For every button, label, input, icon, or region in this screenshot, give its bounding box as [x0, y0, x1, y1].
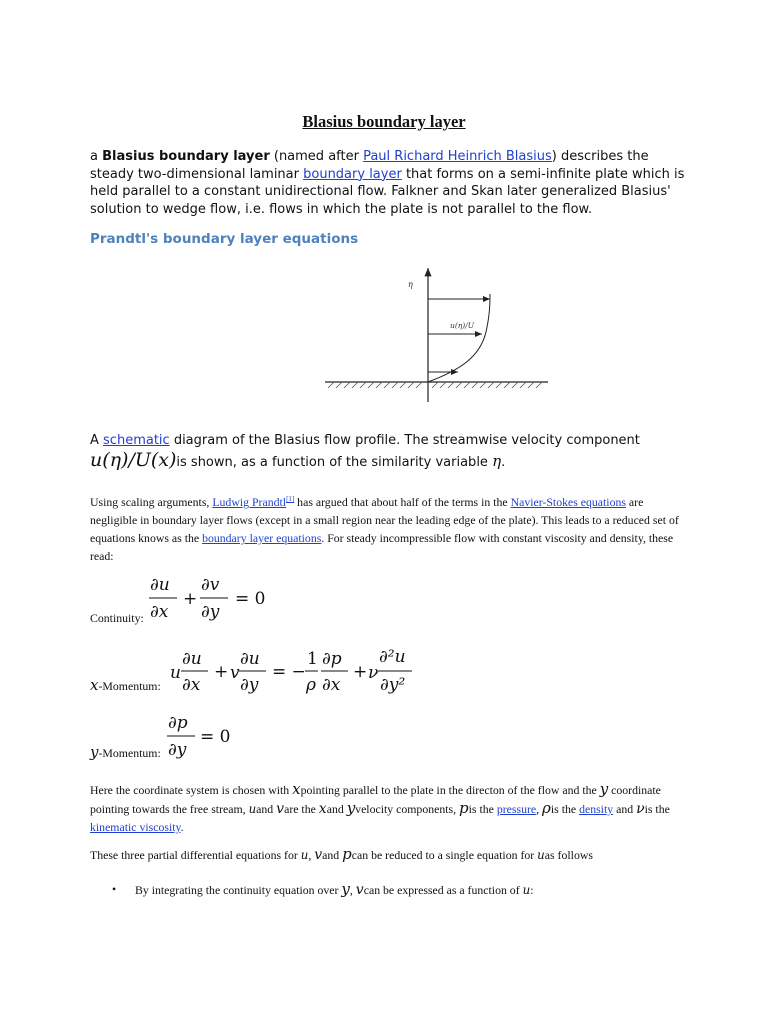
svg-text:ρ: ρ — [306, 675, 316, 695]
para-text: are the — [284, 802, 319, 816]
svg-text:+: + — [183, 589, 198, 609]
x-momentum-text: -Momentum: — [98, 679, 161, 693]
link-blasius[interactable]: Paul Richard Heinrich Blasius — [363, 149, 552, 164]
caption-math-velocity: u(η)/U(x) — [90, 449, 177, 471]
link-boundary-layer[interactable]: boundary layer — [303, 166, 402, 182]
intro-text: a — [90, 149, 103, 164]
para-text: and — [256, 802, 277, 816]
svg-text:u: u — [170, 663, 181, 683]
math-u: u — [248, 802, 257, 816]
svg-text:∂u: ∂u — [240, 649, 260, 669]
continuity-equation — [145, 570, 275, 626]
body-text: . For steady incompressible flow with constant viscosity and density, these read: — [90, 530, 674, 563]
math-rho: ρ — [542, 799, 551, 817]
bullet-item-continuity — [135, 880, 695, 899]
link-boundary-layer-equations[interactable]: boundary layer equations — [202, 530, 322, 545]
para-text: These three partial differential equations for — [90, 848, 301, 862]
math-y: y — [599, 780, 609, 798]
para-text: , — [308, 848, 315, 862]
math-nu: ν — [636, 801, 645, 817]
y-momentum-text: -Momentum: — [98, 746, 161, 760]
para-text: pointing parallel to the plate in the directon of the flow and the — [300, 783, 600, 797]
para-text: , — [536, 802, 543, 816]
svg-text:∂p: ∂p — [322, 649, 342, 669]
intro-paragraph — [90, 148, 690, 218]
svg-text:∂y: ∂y — [168, 740, 187, 760]
figure-caption-line1 — [90, 432, 640, 450]
para-text: velocity components, — [355, 802, 460, 816]
math-p: p — [459, 799, 469, 817]
body-text: has argued that about half of the terms in the — [294, 494, 511, 509]
bullet-text: By integrating the continuity equation over — [135, 883, 342, 897]
para-text: Here the coordinate system is chosen with — [90, 783, 293, 797]
velocity-profile-curve — [428, 294, 490, 382]
link-schematic[interactable]: schematic — [103, 433, 170, 448]
math-v: v — [355, 882, 364, 898]
caption-text: diagram of the Blasius flow profile. The streamwise velocity component — [169, 433, 640, 448]
intro-bold-term: Blasius boundary layer — [102, 149, 270, 164]
math-p: p — [342, 845, 352, 863]
body-paragraph-scaling — [90, 490, 680, 565]
para-text: and — [322, 848, 343, 862]
para-text: as follows — [544, 848, 593, 862]
y-momentum-equation — [163, 708, 243, 764]
svg-text:∂y²: ∂y² — [380, 675, 406, 695]
body-text: Using scaling arguments, — [90, 494, 213, 509]
svg-text:+: + — [353, 662, 368, 682]
y-momentum-label — [90, 743, 161, 761]
para-text: . — [180, 820, 184, 834]
math-u: u — [537, 848, 545, 862]
intro-text: ) describes the steady two-dimensional laminar — [90, 149, 649, 182]
eta-axis-label: η — [408, 280, 413, 289]
x-variable: x — [90, 676, 99, 694]
para-text: is the — [468, 802, 497, 816]
coordinate-system-paragraph — [90, 780, 680, 836]
caption-text: . — [501, 455, 506, 470]
para-text: is the — [550, 802, 580, 816]
blasius-profile-figure — [320, 262, 550, 407]
link-navier-stokes[interactable]: Navier-Stokes equations — [510, 494, 626, 509]
para-text: and — [613, 802, 637, 816]
svg-text:= −: = − — [272, 662, 306, 682]
intro-text: that forms on a semi-infinite plate which is held parallel to a constant unidirectional flow. Falkner and Skan later generalized Blasius' solution to wedge flow, i.e. flows in which the plate is not parallel to the flow. — [90, 166, 685, 217]
para-text: and — [326, 802, 347, 816]
profile-label: u(η)/U — [450, 321, 475, 330]
svg-text:∂²u: ∂²u — [379, 647, 406, 667]
svg-text:∂y: ∂y — [201, 602, 220, 622]
para-text: can be reduced to a single equation for — [351, 848, 538, 862]
y-variable: y — [90, 743, 99, 761]
math-x: x — [318, 801, 327, 817]
svg-text:∂x: ∂x — [322, 675, 341, 695]
caption-math-eta: η — [492, 452, 502, 470]
bullet-text: can be expressed as a function of — [363, 883, 523, 897]
svg-text:1: 1 — [307, 649, 318, 669]
reduction-paragraph — [90, 845, 680, 864]
svg-text:ν: ν — [368, 663, 379, 683]
svg-text:∂y: ∂y — [240, 675, 259, 695]
caption-text: is shown, as a function of the similarity variable — [176, 455, 493, 470]
citation-1[interactable]: [1] — [286, 495, 295, 503]
math-u: u — [300, 848, 309, 862]
svg-text:= 0: = 0 — [235, 589, 266, 609]
link-kinematic-viscosity[interactable]: kinematic viscosity — [90, 820, 181, 834]
svg-text:∂p: ∂p — [168, 713, 188, 733]
svg-text:∂v: ∂v — [201, 575, 220, 595]
body-text: are negligible in boundary layer flows (except in a small region near the leading edge of the plate). This leads to a reduced set of equations knows as the — [90, 494, 679, 545]
bullet-dot: • — [112, 882, 117, 896]
math-v: v — [314, 847, 323, 863]
plate-hatching — [328, 382, 542, 388]
link-pressure[interactable]: pressure — [496, 802, 537, 816]
para-text: is the — [644, 802, 670, 816]
svg-text:∂u: ∂u — [182, 649, 202, 669]
continuity-label: Continuity: — [90, 611, 144, 625]
section-heading: Prandtl's boundary layer equations — [90, 231, 359, 247]
math-x: x — [292, 780, 301, 798]
math-v: v — [276, 801, 285, 817]
svg-text:+: + — [214, 662, 229, 682]
math-y: y — [346, 799, 356, 817]
link-ludwig-prandtl[interactable]: Ludwig Prandtl — [212, 494, 287, 509]
x-momentum-equation — [168, 640, 418, 702]
link-density[interactable]: density — [579, 802, 614, 816]
bullet-text: : — [530, 883, 534, 897]
svg-text:∂u: ∂u — [150, 575, 170, 595]
x-momentum-label — [90, 676, 161, 694]
math-y: y — [341, 880, 350, 898]
page-title: Blasius boundary layer — [302, 112, 466, 131]
svg-text:∂x: ∂x — [182, 675, 201, 695]
svg-text:= 0: = 0 — [200, 727, 231, 747]
math-u: u — [522, 883, 531, 897]
para-text: coordinate pointing towards the free stream, — [90, 783, 661, 816]
figure-caption-line2 — [90, 449, 506, 472]
svg-text:v: v — [230, 663, 240, 683]
caption-text: A — [90, 433, 104, 448]
intro-text: (named after — [269, 149, 364, 164]
svg-text:∂x: ∂x — [150, 602, 169, 622]
bullet-text: , — [349, 883, 356, 897]
